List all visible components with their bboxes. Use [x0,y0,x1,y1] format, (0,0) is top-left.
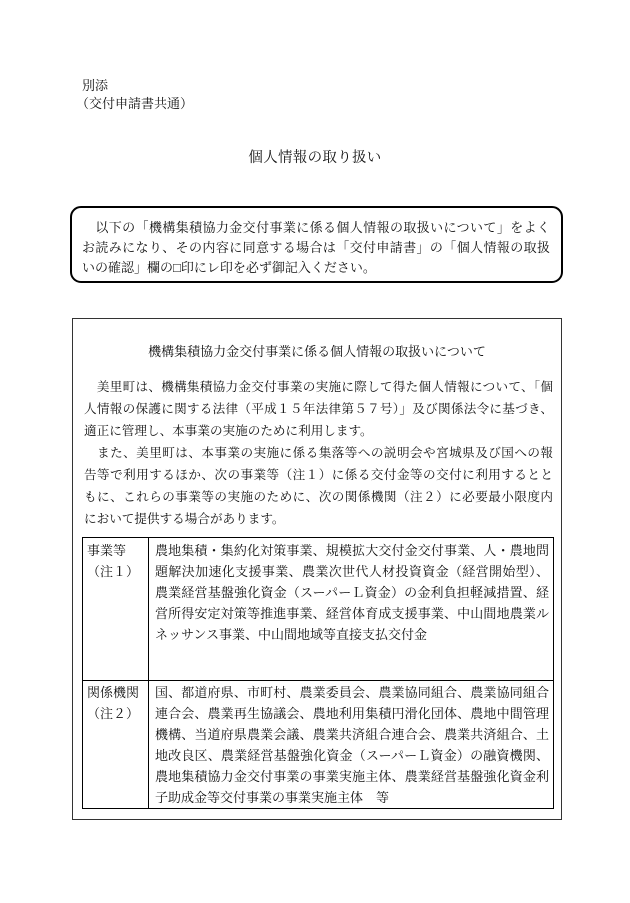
notice-line: お読みになり、その内容に同意する場合は「交付申請書」の「個人情報の取扱 [82,240,550,255]
paragraph-line: 人情報の保護に関する法律（平成１５年法律第５７号）」及び関係法令に基づき、 [84,402,553,416]
annex-note: （交付申請書共通） [76,96,194,111]
table-cell-line: 地改良区、農業経営基盤強化資金（スーパーＬ資金）の融資機関、 [155,748,549,763]
table-cell-line: 農業経営基盤強化資金（スーパーＬ資金）の金利負担軽減措置、経 [155,585,549,600]
paragraph-line: もに、これらの事業等の実施のために、次の関係機関（注２）に必要最小限度内 [84,490,553,504]
page-title: 個人情報の取り扱い [248,150,382,166]
row-label-line: 関係機関 [87,685,140,700]
row-content-programs [149,538,553,680]
consent-notice-box [70,206,563,283]
notice-line: いの確認」欄の□印にレ印を必ず御記入ください。 [82,260,376,275]
notice-line: 以下の「機構集積協力金交付事業に係る個人情報の取扱いについて」をよく [82,220,550,235]
paragraph-line: 適正に管理し、本事業の実施のために利用します。 [84,424,373,438]
annex-label: 別添 [82,78,109,93]
table-cell-line: ネッサンス事業、中山間地域等直接支払交付金 [155,627,427,642]
table-cell-line: 題解決加速化支援事業、農業次世代人材投資資金（経営開始型）、 [155,564,549,579]
policy-paragraph [84,376,553,442]
table-cell-line: 機構、当道府県農業会議、農業共済組合連合会、農業共済組合、土 [155,727,549,742]
table-cell-line: 子助成金等交付事業の事業実施主体 等 [155,790,390,805]
policy-heading: 機構集積協力金交付事業に係る個人情報の取扱いについて [148,344,486,359]
row-label-organizations [83,681,149,808]
paragraph-line: 告等で利用するほか、次の事業等（注１）に係る交付金等の交付に利用するとと [84,468,553,482]
table-cell-line: 農地集積協力金交付事業の事業実施主体、農業経営基盤強化資金利 [155,769,549,784]
row-label-programs [83,538,149,680]
usage-table [82,537,554,809]
row-content-organizations [149,681,553,808]
consent-notice-text [82,218,550,278]
table-row-programs [83,538,553,681]
policy-body [84,376,553,530]
table-cell-line: 連合会、農業再生協議会、農地利用集積円滑化団体、農地中間管理 [155,706,549,721]
table-cell-line: 農地集積・集約化対策事業、規模拡大交付金交付事業、人・農地問 [155,543,549,558]
table-cell-line: 国、都道府県、市町村、農業委員会、農業協同組合、農業協同組合 [155,685,549,700]
table-cell-line: 営所得安定対策等推進事業、経営体育成支援事業、中山間地農業ル [155,606,549,621]
table-row-organizations [83,681,553,808]
paragraph-line: また、美里町は、本事業の実施に係る集落等への説明会や宮城県及び国への報 [84,446,553,460]
privacy-policy-box [72,318,562,820]
policy-paragraph [84,442,553,530]
row-label-note: （注２） [87,706,140,721]
row-label-note: （注１） [87,564,140,579]
row-label-line: 事業等 [87,543,127,558]
paragraph-line: 美里町は、機構集積協力金交付事業の実施に際して得た個人情報について、「個 [84,380,553,394]
paragraph-line: において提供する場合があります。 [84,512,285,526]
